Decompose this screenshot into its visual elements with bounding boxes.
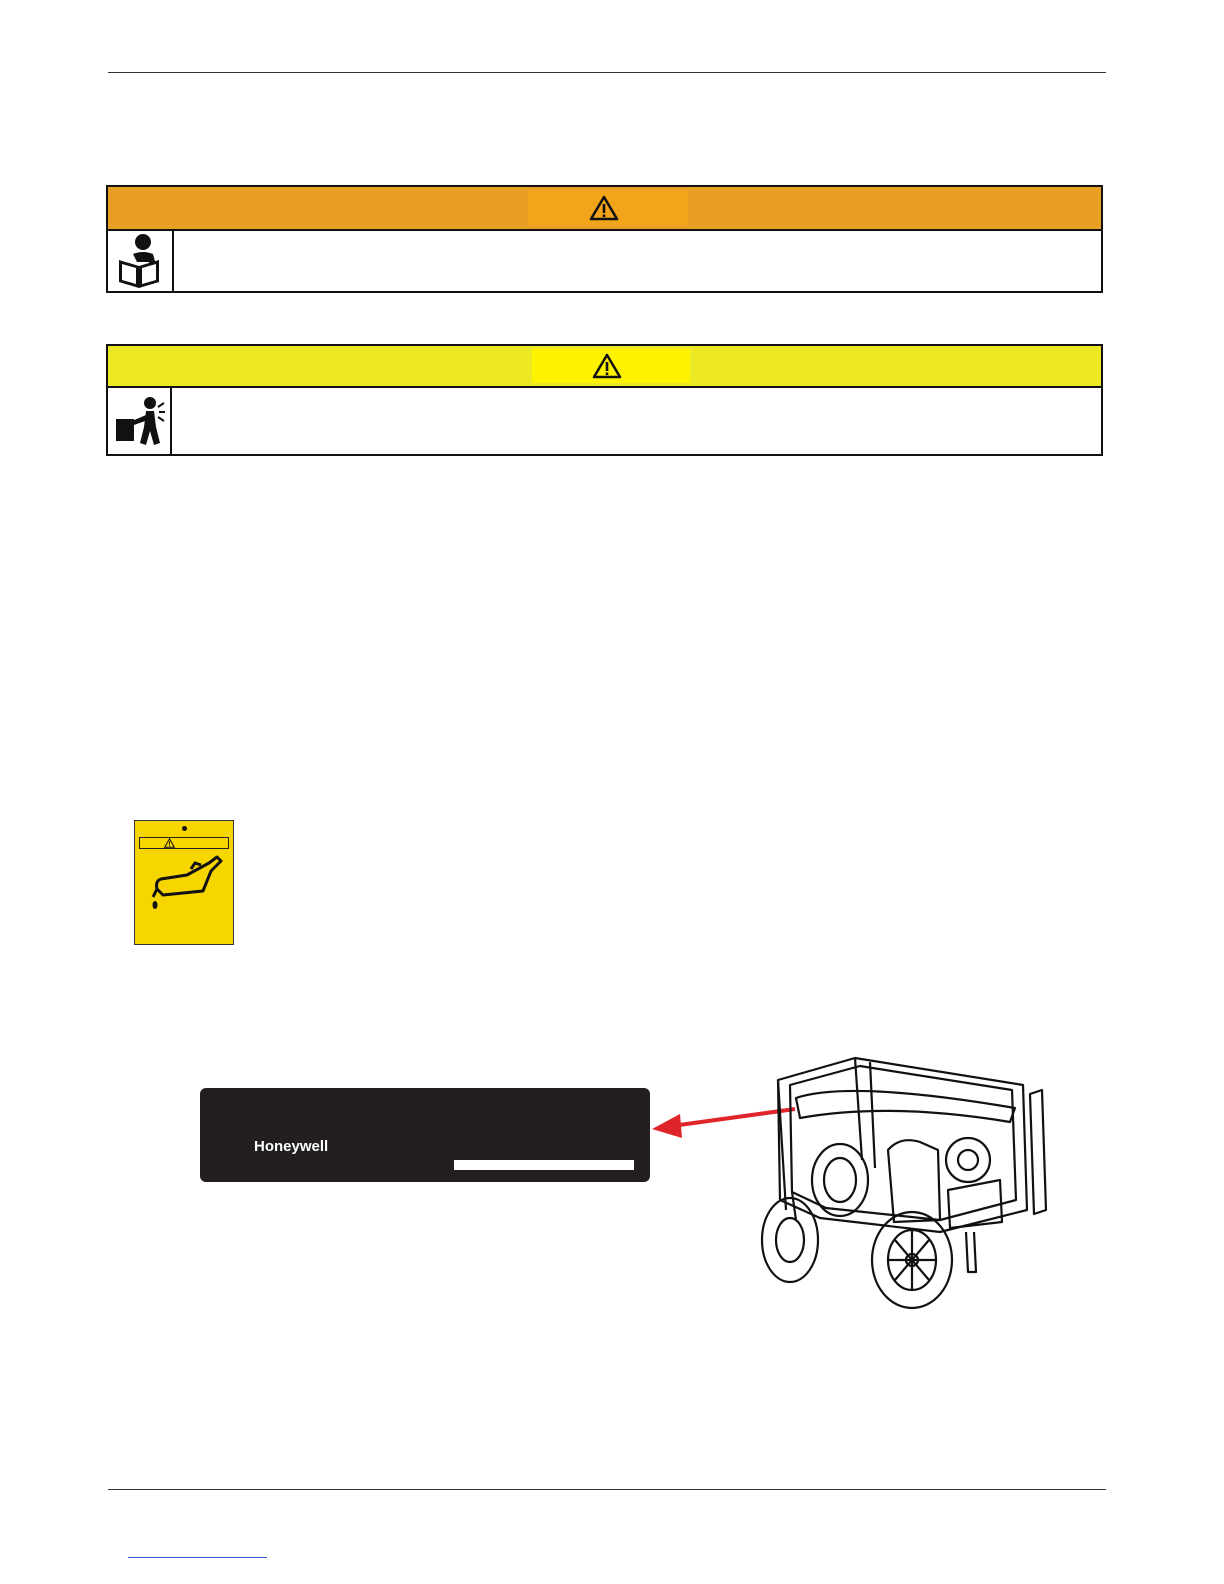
heavy-object-lift-icon — [112, 393, 166, 449]
caution-box-read-manual — [106, 185, 1103, 293]
identification-plate — [200, 1088, 650, 1182]
icon-cell — [108, 231, 174, 291]
header-rule — [108, 72, 1106, 73]
caution-header — [108, 187, 1101, 231]
caution-message — [174, 231, 1101, 291]
brand-logo: Honeywell — [254, 1138, 329, 1155]
icon-cell — [108, 388, 172, 454]
footer-link-underline[interactable] — [128, 1557, 267, 1558]
caution-tag — [528, 190, 688, 226]
read-manual-icon — [113, 232, 167, 290]
caution-header — [108, 346, 1101, 388]
caution-box-heavy-lift — [106, 344, 1103, 456]
arrow-icon — [652, 1109, 795, 1138]
generator-illustration — [650, 1050, 1090, 1320]
caution-message — [172, 388, 1101, 454]
label-caution-bar — [139, 837, 229, 849]
warning-triangle-icon — [592, 353, 622, 379]
label-dot — [182, 826, 187, 831]
oil-can-icon — [147, 853, 227, 913]
footer-rule — [108, 1489, 1106, 1490]
oil-warning-label — [134, 820, 234, 945]
warning-triangle-icon — [589, 195, 619, 221]
caution-tag — [532, 349, 690, 383]
warning-triangle-icon — [164, 838, 175, 848]
plate-white-strip — [454, 1160, 634, 1170]
